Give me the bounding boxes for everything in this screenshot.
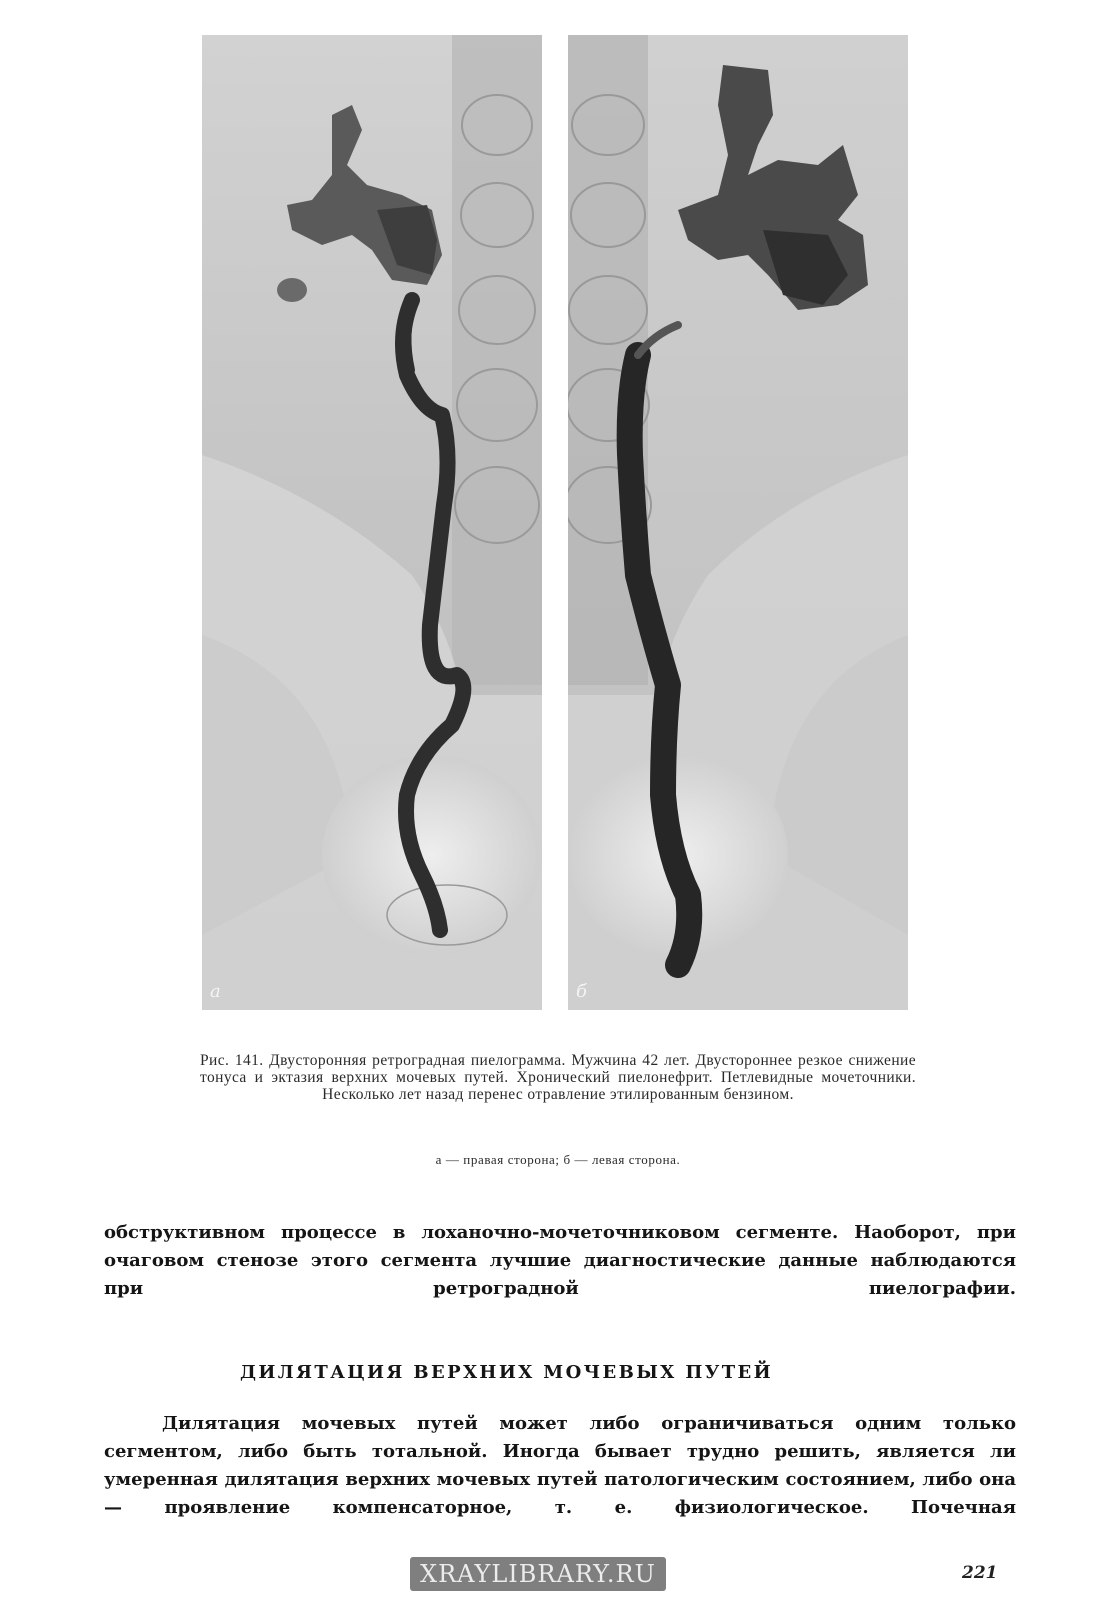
- paragraph-1: обструктивном процессе в лоханочно-мочеточниковом сегменте. Наоборот, при очаговом стенозе этого сегмента лучшие диагностические данные наблюдаются при ретроградной пиелографии.: [104, 1222, 1016, 1299]
- page-number: 221: [962, 1563, 998, 1583]
- xray-panel-a: [202, 35, 542, 1010]
- panel-b-label: б: [576, 981, 587, 1002]
- paragraph-2: Дилятация мочевых путей может либо ограничиваться одним только сегментом, либо быть тотальной. Иногда бывает трудно решить, является ли умеренная дилятация верхних мочевых путей патологическим состоянием, либо она — проявление компенсаторное, т. е. физиологическое. Почечная: [104, 1413, 1016, 1518]
- figure-caption: Рис. 141. Двусторонняя ретроградная пиелограмма. Мужчина 42 лет. Двустороннее резкое снижение тонуса и эктазия верхних мочевых путей. Хронический пиелонефрит. Петлевидные мочеточники. Несколько лет назад перенес отравление этилированным бензином.: [200, 1051, 916, 1103]
- xray-panel-b: [568, 35, 908, 1010]
- pyelogram-image-a: [202, 35, 542, 1010]
- watermark: XRAYLIBRARY.RU: [410, 1557, 666, 1591]
- panel-a-label: а: [210, 981, 221, 1002]
- pyelogram-image-b: [568, 35, 908, 1010]
- section-heading: ДИЛЯТАЦИЯ ВЕРХНИХ МОЧЕВЫХ ПУТЕЙ: [240, 1362, 774, 1383]
- figure-legend: а — правая сторона; б — левая сторона.: [435, 1152, 681, 1167]
